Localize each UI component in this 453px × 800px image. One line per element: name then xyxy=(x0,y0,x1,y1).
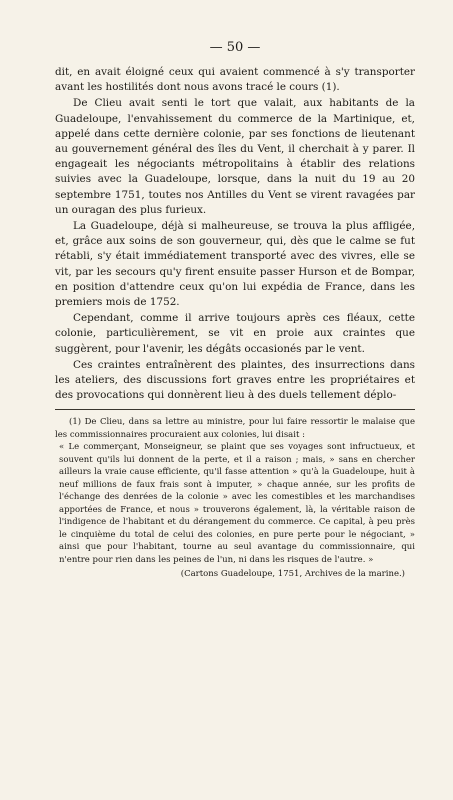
paragraph: La Guadeloupe, déjà si malheureuse, se trouva la plus affligée, et, grâce aux soins de son gouverneur, qui, dès que le calme se fut rétabli, s'y était immédiatement transporté avec des vivres, elle se vit, par les secours qu'y firent ensuite passer Hurson et de Bompar, en position d'attendre ceux qu'on lui expédia de France, dans les premiers mois de 1752. xyxy=(55,220,415,309)
paragraph: Ces craintes entraînèrent des plaintes, des insurrections dans les ateliers, des discussions fort graves entre les propriétaires et des provocations qui donnèrent lieu à des duels tellement déplo- xyxy=(55,358,415,402)
paragraph: Cependant, comme il arrive toujours après ces fléaux, cette colonie, particulièrement, se vit en proie aux craintes que suggèrent, pour l'avenir, les dégâts occasionés par le vent. xyxy=(55,312,415,355)
footnote-quote: « Le commerçant, Monseigneur, se plaint que ses voyages sont infructueux, et souvent qu'ils lui donnent de la perte, et il a raison ; mais, » sans en chercher ailleurs la vraie cause efficiente, qu'il fasse attention » qu'à la Guadeloupe, huit à neuf millions de faux frais sont à imputer, » chaque année, sur les profits de l'échange des denrées de la colonie » avec les comestibles et les marchandises apportées de France, et nous » trouverons également, là, la véritable raison de l'indigence de l'habitant et du dérangement du commerce. Ce capital, à peu près le cinquième du total de celui des colonies, en pure perte pour le négociant, » ainsi que pour l'habitant, tourne au seul avantage du commissionnaire, qui n'entre pour rien dans les peines de l'un, ni dans les risques de l'autre. » xyxy=(59,442,415,565)
paragraph: De Clieu avait senti le tort que valait, aux habitants de la Guadeloupe, l'envahissement du commerce de la Martinique, et, appelé dans cette dernière colonie, par ses fonctions de lieutenant au gouvernement général des îles du Vent, il cherchait à y parer. Il engageait les négociants métropolitains à établir des relations suivies avec la Guadeloupe, lorsque, dans la nuit du 19 au 20 septembre 1751, toutes nos Antilles du Vent se virent ravagées par un ouragan des plus furieux. xyxy=(55,97,415,216)
footnote-intro: (1) De Clieu, dans sa lettre au ministre, pour lui faire ressortir le malaise que les commissionnaires procuraient aux colonies, lui disait : xyxy=(55,417,415,440)
footnote xyxy=(55,416,415,581)
page-number: — 50 — xyxy=(209,40,261,55)
paragraph-continuation: dit, en avait éloigné ceux qui avaient commencé à s'y transporter avant les hostilités dont nous avons tracé le cours (1). xyxy=(55,66,415,94)
footnote-divider xyxy=(55,409,415,410)
footnote-source: (Cartons Guadeloupe, 1751, Archives de la marine.) xyxy=(180,569,405,580)
main-text xyxy=(55,65,415,403)
